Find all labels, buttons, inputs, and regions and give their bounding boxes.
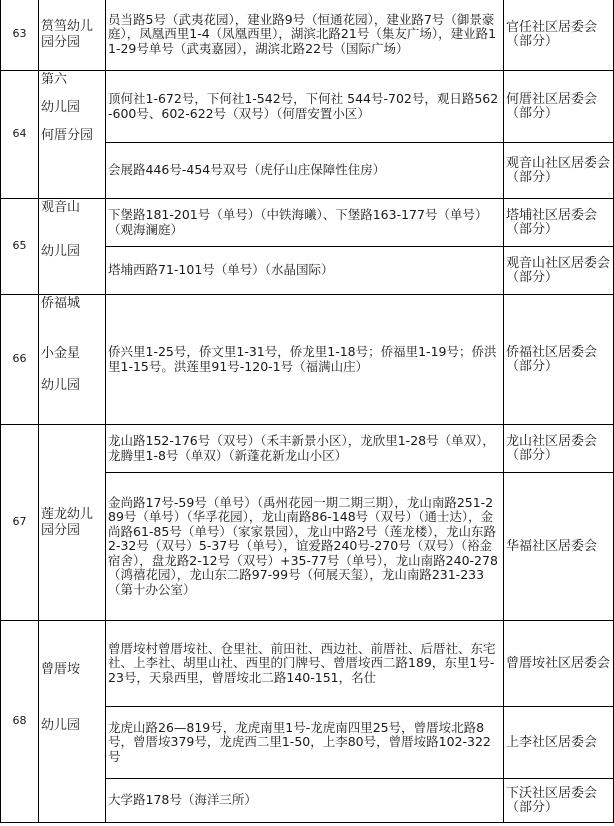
row-number: 66	[1, 295, 39, 425]
school-name-line: 小金星	[41, 346, 81, 361]
community-cell: 下沃社区居委会（部分）	[504, 779, 614, 823]
school-name-cell	[39, 295, 106, 425]
address-range-cell: 员当路5号（武夷花园），建业路9号（恒通花园），建业路7号（御景豪庭），凤凰西里1-4（凤凰西里），湖滨北路21号（集友广场），建业路11-29号单号（武夷嘉园），湖滨北路22号（国际广场）	[106, 0, 504, 71]
school-name-line: 园分园	[41, 523, 81, 538]
address-range-cell: 下堡路181-201号（单号）（中铁海曦）、下堡路163-177号（单号）（观海澜庭）	[106, 199, 504, 247]
school-name-line: 第六	[41, 72, 68, 87]
address-range-cell: 龙山路152-176号（双号）（禾丰新景小区），龙欣里1-28号（单双），龙腾里1-8号（单双）（新蓬花新龙山小区）	[106, 425, 504, 473]
table-row	[1, 621, 614, 707]
school-name-cell	[39, 199, 106, 295]
table-row	[1, 295, 614, 425]
school-name-line: 曾厝垵	[41, 662, 81, 677]
school-name-line: 园分园	[41, 35, 81, 50]
table-row	[1, 0, 614, 71]
address-range-cell: 金尚路17号-59号（单号）（禹州花园一期二期三期），龙山南路251-289号（单号）（华孚花园），龙山南路86-148号（双号）（通士达），金尚路61-85号（单号）（家家景园），龙山中路2号（莲龙楼），龙山东路2-32号（双号）5-37号（单号），谊爱路240号-270号（双号）（裕金宿舍），盘龙路2-12号（双号）+35-77号（单号），龙山南路240-278（鸿禧花园），龙山东二路97-99号（何展天玺），龙山南路231-233（第十办公室）	[106, 473, 504, 621]
school-name-cell	[39, 621, 106, 823]
address-range-cell: 曾厝垵村曾厝垵社、仓里社、前田社、西边社、前厝社、后厝社、东宅社、上李社、胡里山社、西里的门牌号、曾厝垵西二路189，东里1号-23号，天泉西里，曾厝垵北二路140-151，名仕	[106, 621, 504, 707]
community-cell: 何厝社区居委会（部分）	[504, 71, 614, 143]
address-range-cell: 会展路446号-454号双号（虎仔山庄保障性住房）	[106, 143, 504, 199]
row-number: 67	[1, 425, 39, 621]
table-row	[1, 199, 614, 247]
row-number: 65	[1, 199, 39, 295]
address-range-cell: 塔埔西路71-101号（单号）（水晶国际）	[106, 247, 504, 295]
school-name-cell	[39, 71, 106, 199]
address-range-cell: 侨兴里1-25号，侨文里1-31号，侨龙里1-18号；侨福里1-19号；侨洪里1-15号。洪莲里91号-120-1号（福满山庄）	[106, 295, 504, 425]
address-range-cell: 顶何社1-672号，下何社1-542号，下何社 544号-702号，观日路562-600号、602-622号（双号）（何厝安置小区）	[106, 71, 504, 143]
school-name-line: 幼儿园	[41, 378, 81, 393]
table-row	[1, 425, 614, 473]
community-cell: 曾厝垵社区居委会	[504, 621, 614, 707]
school-name-line: 观音山	[41, 200, 81, 215]
row-number: 63	[1, 0, 39, 71]
row-number: 68	[1, 621, 39, 823]
community-cell: 华福社区居委会	[504, 473, 614, 621]
school-name-line: 何厝分园	[41, 128, 94, 143]
school-name-line: 幼儿园	[41, 244, 81, 259]
address-range-cell: 龙虎山路26—819号，龙虎南里1号-龙虎南四里25号，曾厝垵北路8号，曾厝垵379号，龙虎西二里1-50，上李80号，曾厝垵路102-322号	[106, 707, 504, 779]
community-cell: 上李社区居委会	[504, 707, 614, 779]
school-name-line: 筼筜幼儿	[41, 19, 94, 34]
school-name-line: 莲龙幼儿	[41, 507, 94, 522]
community-cell: 观音山社区居委会（部分）	[504, 247, 614, 295]
table-row	[1, 71, 614, 143]
school-name-line: 幼儿园	[41, 718, 81, 733]
school-name-cell	[39, 0, 106, 71]
school-name-cell	[39, 425, 106, 621]
community-cell: 观音山社区居委会（部分）	[504, 143, 614, 199]
community-cell: 塔埔社区居委会（部分）	[504, 199, 614, 247]
address-range-cell: 大学路178号（海洋三所）	[106, 779, 504, 823]
community-cell: 官任社区居委会（部分）	[504, 0, 614, 71]
community-cell: 侨福社区居委会（部分）	[504, 295, 614, 425]
row-number: 64	[1, 71, 39, 199]
school-name-line: 侨福城	[41, 296, 81, 311]
community-cell: 龙山社区居委会（部分）	[504, 425, 614, 473]
school-name-line: 幼儿园	[41, 100, 81, 115]
